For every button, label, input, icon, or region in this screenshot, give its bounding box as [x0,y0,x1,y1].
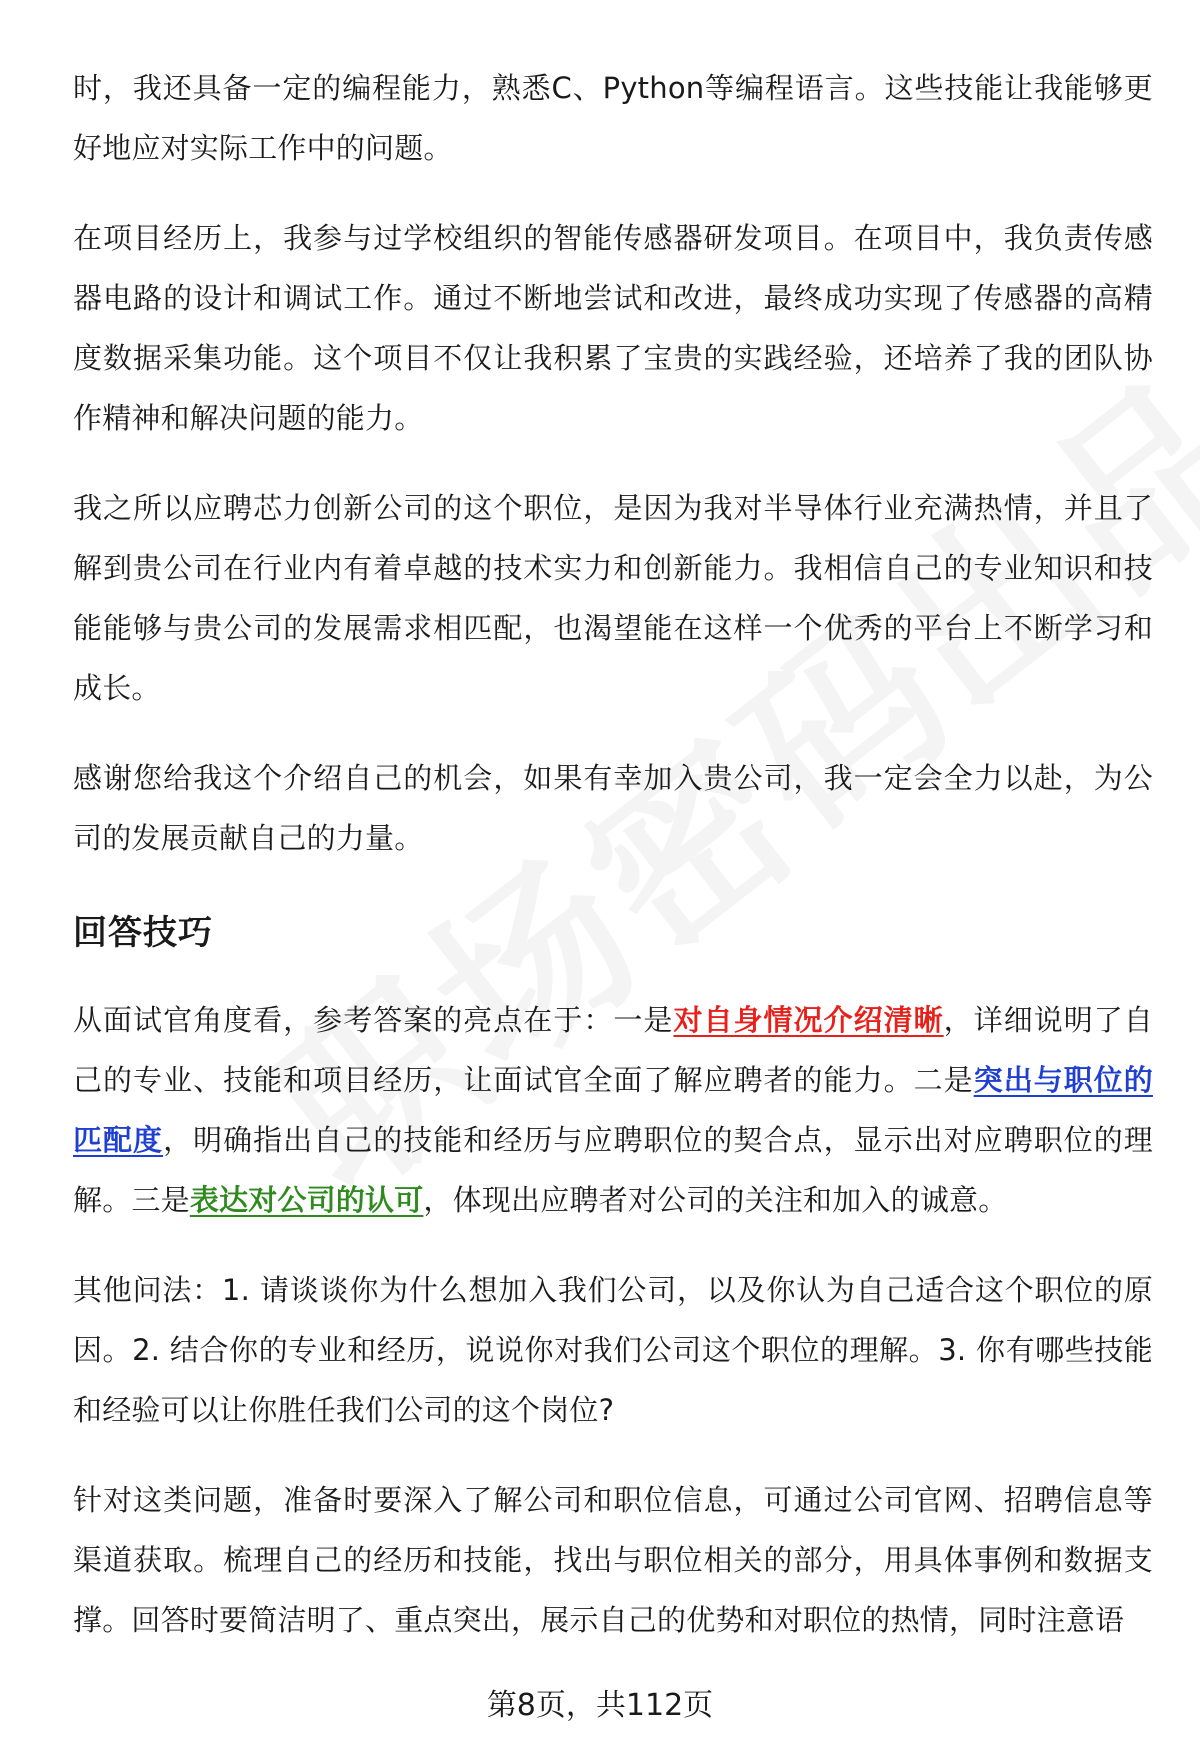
page-content [73,58,1153,1680]
page-number-footer: 第8页，共112页 [486,1688,714,1723]
paragraph-project-experience: 在项目经历上，我参与过学校组织的智能传感器研发项目。在项目中，我负责传感器电路的设计和调试工作。通过不断地尝试和改进，最终成功实现了传感器的高精度数据采集功能。这个项目不仅让我积累了宝贵的实践经验，还培养了我的团队协作精神和解决问题的能力。 [73,221,1153,435]
tips-text-after-second: ，明确指出自己的技能和经历与应聘职位的契合点，显示出对应聘职位的理解。三是 [73,1123,1153,1217]
paragraph-skills: 时，我还具备一定的编程能力，熟悉C、Python等编程语言。这些技能让我能够更好地应对实际工作中的问题。 [73,71,1153,165]
paragraph-motivation: 我之所以应聘芯力创新公司的这个职位，是因为我对半导体行业充满热情，并且了解到贵公司在行业内有着卓越的技术实力和创新能力。我相信自己的专业知识和技能能够与贵公司的发展需求相匹配，也渴望能在这样一个优秀的平台上不断学习和成长。 [73,491,1153,705]
tips-text-after-third: ，体现出应聘者对公司的关注和加入的诚意。 [423,1183,1008,1217]
paragraph-highlights [73,990,1153,1230]
section-heading-answer-tips: 回答技巧 [73,913,213,953]
paragraph-other-questions: 其他问法：1. 请谈谈你为什么想加入我们公司，以及你认为自己适合这个职位的原因。2. 结合你的专业和经历，说说你对我们公司这个职位的理解。3. 你有哪些技能和经验可以让你胜任我们公司的这个岗位? [73,1273,1153,1427]
highlight-job-match: 突出与职位的匹配度 [73,1063,1153,1157]
highlight-company-recognition: 表达对公司的认可 [189,1183,424,1217]
highlight-clear-introduction: 对自身情况介绍清晰 [673,1003,944,1037]
paragraph-preparation-advice: 针对这类问题，准备时要深入了解公司和职位信息，可通过公司官网、招聘信息等渠道获取。梳理自己的经历和技能，找出与职位相关的部分，用具体事例和数据支撑。回答时要简洁明了、重点突出，展示自己的优势和对职位的热情，同时注意语 [73,1483,1153,1637]
tips-intro-text: 从面试官角度看，参考答案的亮点在于：一是 [73,1003,674,1037]
tips-text-after-first: ，详细说明了自己的专业、技能和项目经历，让面试官全面了解应聘者的能力。二是 [73,1003,1153,1097]
paragraph-thanks: 感谢您给我这个介绍自己的机会，如果有幸加入贵公司，我一定会全力以赴，为公司的发展贡献自己的力量。 [73,761,1153,855]
